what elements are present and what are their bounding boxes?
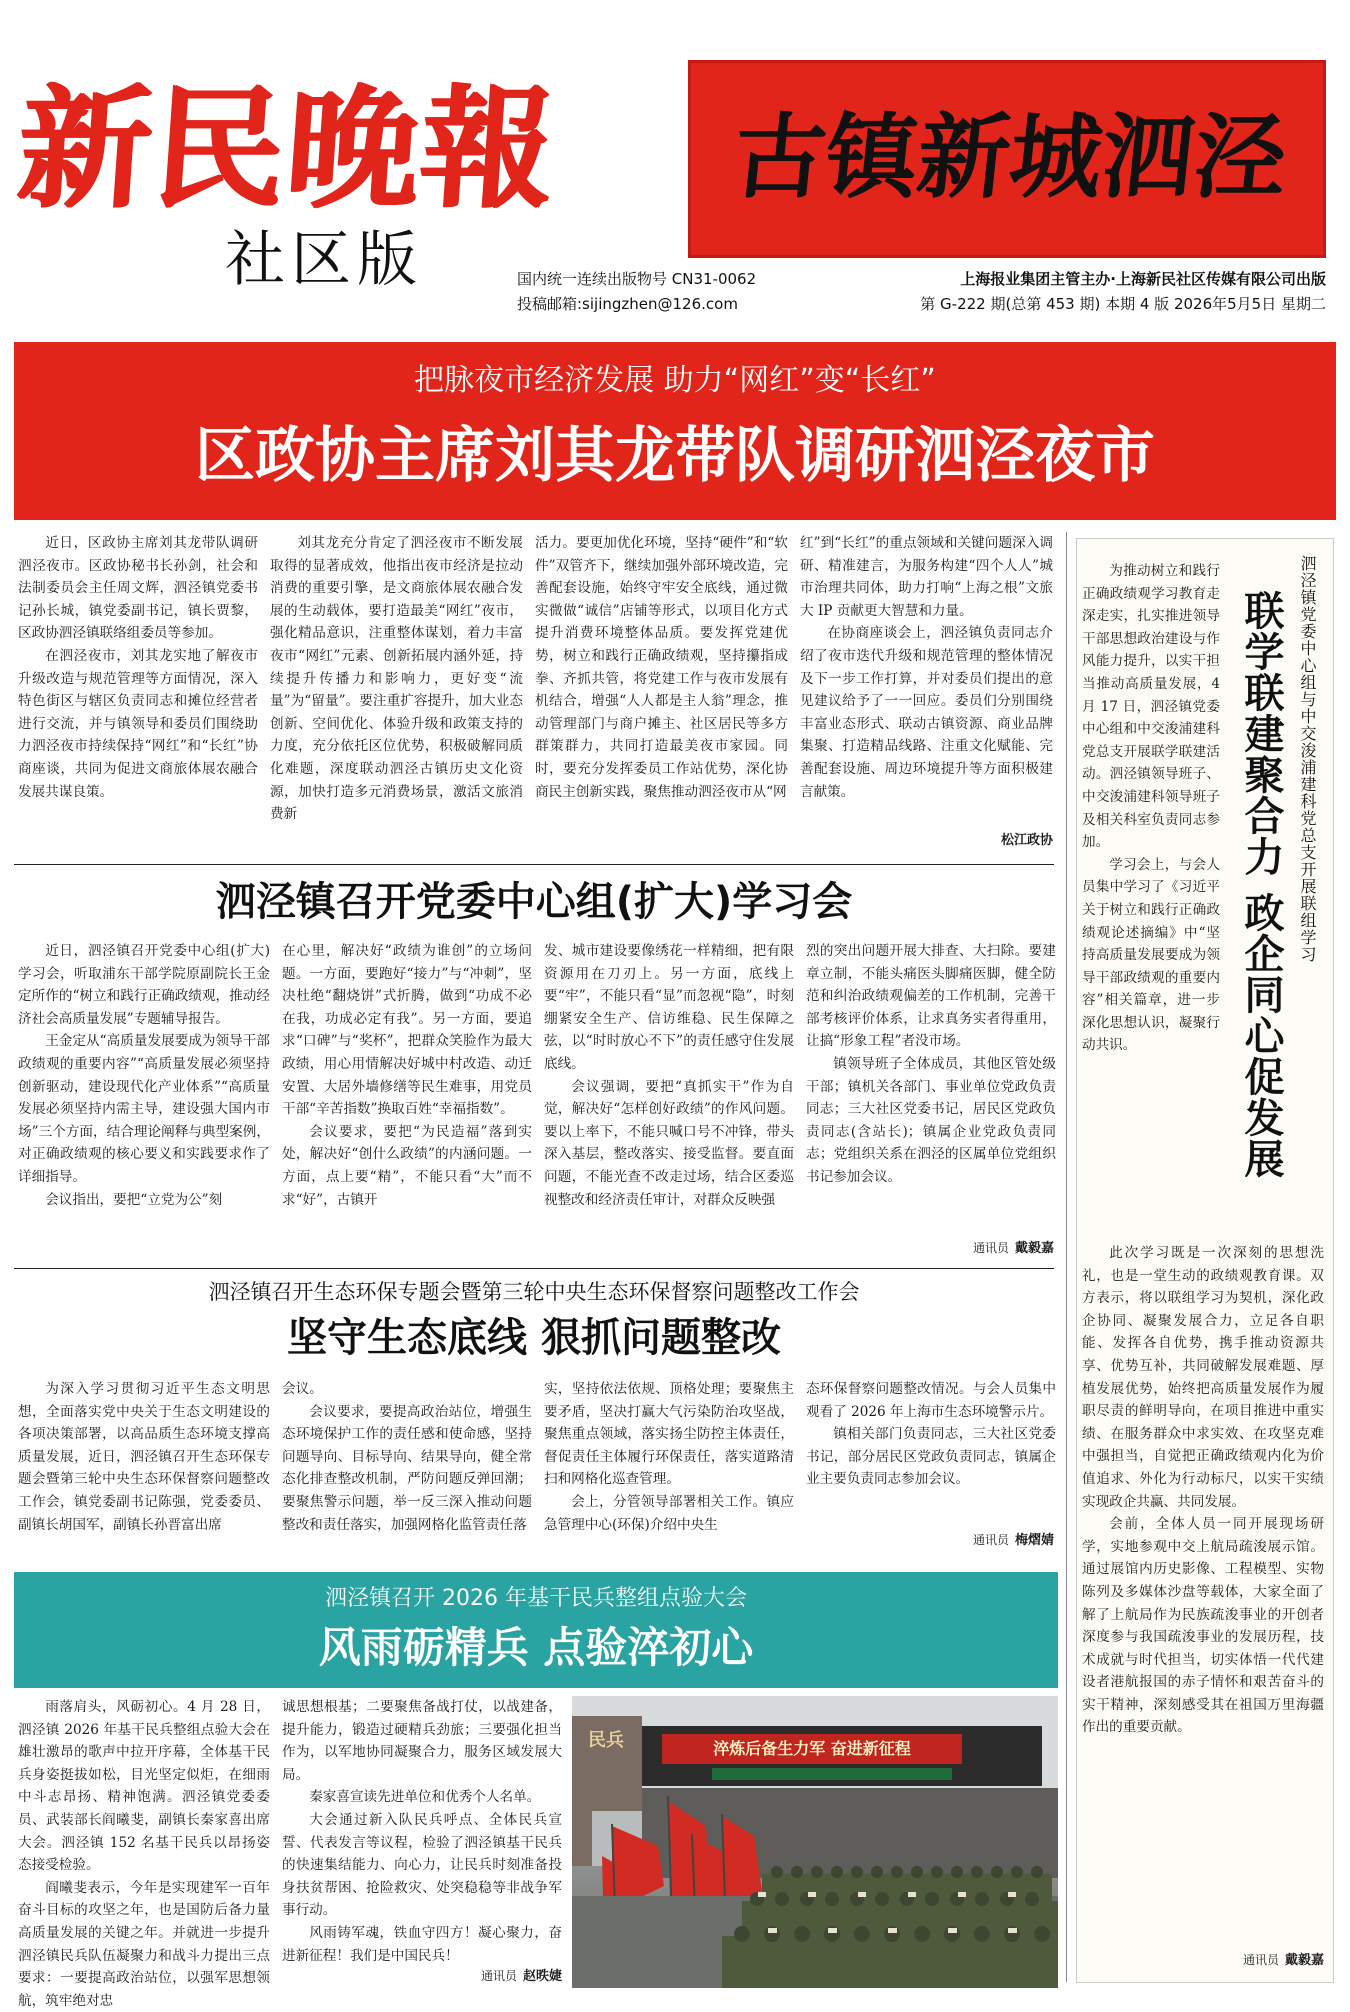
study-column-1 <box>18 940 270 1258</box>
study-column-4 <box>806 940 1056 1224</box>
article-paragraph: 王金定从“高质量发展要成为领导干部政绩观的重要内容”“高质量发展必须坚持创新驱动，建设现代化产业体系”“高质量发展必须坚持内需主导，建设强大国内市场”三个方面，结合理论阐释与典型案例，对正确政绩观的核心要义和实践要求作了详细指导。 <box>18 1033 270 1185</box>
article-paragraph: 学习会上，与会人员集中学习了《习近平关于树立和践行正确政绩观论述摘编》中“坚持高质量发展要成为领导干部政绩观的重要内容”相关篇章，进一步深化思想认识，凝聚行动共识。 <box>1082 856 1220 1054</box>
section-title: 古镇新城泗泾 <box>728 103 1292 211</box>
article-paragraph: 大会通过新入队民兵呼点、全体民兵宣誓、代表发言等议程，检验了泗泾镇基干民兵的快速集结能力、向心力，让民兵时刻准备投身扶贫帮困、抢险救灾、处突稳稳等非战争军事行动。 <box>282 1811 562 1919</box>
militia-column-2 <box>282 1696 562 1962</box>
article-paragraph: 雨落肩头，风砺初心。4 月 28 日，泗泾镇 2026 年基干民兵整组点验大会在雄壮激昂的歌声中拉开序幕，全体基干民兵身姿挺拔如松，目光坚定似炬，在细雨中斗志昂扬、精神饱满。泗泾镇党委委员、武装部长阎曦斐，副镇长秦家喜出席大会。泗泾镇 152 名基干民兵以昂扬姿态接受检验。 <box>18 1699 270 1874</box>
militia-photo <box>572 1696 1058 1988</box>
publication-number: 国内统一连续出版物号 CN31-0062 <box>517 270 757 288</box>
eco-column-2 <box>282 1378 532 1560</box>
photo-sign-text: 民兵 <box>588 1730 624 1751</box>
eco-kicker: 泗泾镇召开生态环保专题会暨第三轮中央生态环保督察问题整改工作会 <box>208 1280 860 1304</box>
study-byline <box>880 1238 1054 1258</box>
sidebar-lead-column <box>1082 560 1220 1242</box>
militia-byline <box>390 1966 562 1986</box>
article-paragraph: 会议要求，要提高政治站位，增强生态环境保护工作的责任感和使命感，坚持问题导向、目标导向、结果导向，健全常态化排查整改机制，严防问题反弹回潮；要聚焦警示问题，举一反三深入推动问题整改和责任落实，加强网格化监管责任落 <box>282 1403 532 1533</box>
article-paragraph: 会议强调，要把“真抓实干”作为自觉，解决好“怎样创好政绩”的作风问题。要以上率下，不能只喊口号不冲锋，带头深入基层，整改落实、接受监督。要直面问题，不能光查不改走过场，结合区委巡视整改和经济责任审计，对群众反映强 <box>544 1078 794 1208</box>
byline-label: 通讯员 <box>972 1533 1009 1547</box>
sidebar-headline: 联学联建聚合力 政企同心促发展 <box>1238 590 1285 1179</box>
militia-headline: 风雨砺精兵 点验淬初心 <box>318 1623 754 1672</box>
article-paragraph: 镇相关部门负责同志，三大社区党委书记，部分居民区党政负责同志，镇属企业主要负责同志参加会议。 <box>806 1426 1056 1488</box>
sidebar-divider <box>1066 532 1067 1982</box>
study-column-2 <box>282 940 532 1258</box>
article-paragraph: 此次学习既是一次深刻的思想洗礼，也是一堂生动的政绩观教育课。双方表示，将以联组学习为契机，深化政企协同、凝聚发展合力，立足各自职能、发挥各自优势，携手推动资源共享、优势互补，共同破解发展难题、厚植发展优势，始终把高质量发展作为履职尽责的鲜明导向，在项目推进中重实绩、在服务群众中求实效、在攻坚克难中强担当，自觉把正确政绩观内化为价值追求、外化为行动标尺，以实干实绩实现政企共赢、共同发展。 <box>1082 1245 1324 1510</box>
byline-name: 松江政协 <box>1000 833 1053 848</box>
article-paragraph: 态环保督察问题整改情况。与会人员集中观看了 2026 年上海市生态环境警示片。 <box>806 1381 1056 1420</box>
eco-column-1 <box>18 1378 270 1560</box>
lead-column-1 <box>18 532 258 850</box>
article-paragraph: 近日，区政协主席刘其龙带队调研泗泾夜市。区政协秘书长孙剑，社会和法制委员会主任周文辉，泗泾镇党委书记孙长城，镇党委副书记，镇长贾黎，区政协泗泾镇联络组委员等参加。 <box>18 535 258 642</box>
article-paragraph: 会议指出，要把“立党为公”刻 <box>45 1191 223 1208</box>
photo-banner-text: 淬炼后备生力军 奋进新征程 <box>713 1739 911 1758</box>
article-paragraph: 会上，分管领导部署相关工作。镇应急管理中心(环保)介绍中央生 <box>544 1493 794 1533</box>
byline-label: 通讯员 <box>480 1969 517 1983</box>
lead-kicker: 把脉夜市经济发展 助力“网红”变“长红” <box>414 363 936 398</box>
article-paragraph: 近日，泗泾镇召开党委中心组(扩大)学习会，听取浦东干部学院原副院长王金定所作的“树立和践行正确政绩观，推动经济社会高质量发展”专题辅导报告。 <box>18 943 270 1027</box>
study-headline: 泗泾镇召开党委中心组(扩大)学习会 <box>215 879 853 925</box>
publisher-line: 上海报业集团主管主办·上海新民社区传媒有限公司出版 <box>960 270 1326 288</box>
article-paragraph: 会前，全体人员一同开展现场研学，实地参观中交上航局疏浚展示馆。通过展馆内历史影像、工程模型、实物陈列及多媒体沙盘等载体，大家全面了解了上航局作为民族疏浚事业的开创者深度参与我国疏浚事业的发展历程，技术成就与时代担当，切实体悟一代代建设者港航报国的赤子情怀和艰苦奋斗的实干精神，深刻感受其在祖国万里海疆作出的重要贡献。 <box>1082 1516 1324 1736</box>
byline-name: 戴毅嘉 <box>1014 1241 1054 1256</box>
eco-column-3 <box>544 1378 794 1560</box>
lead-headline: 区政协主席刘其龙带队调研泗泾夜市 <box>195 421 1155 491</box>
article-paragraph: 刘其龙充分肯定了泗泾夜市不断发展取得的显著成效，他指出夜市经济是拉动消费的重要引擎，是文商旅体展农融合发展的生动载体，要打造最美“网红”夜市，强化精品意识，注重整体谋划，着力丰富夜市“网红”元素、创新拓展内涵外延，持续提升传播力和影响力，更好变“流量”为“留量”。要注重扩容提升，加大业态创新、空间优化、体验升级和政策支持的力度，充分依托区位优势，积极破解同质化难题，深度联动泗泾古镇历史文化资源，加快打造多元消费场景，激活文旅消费新 <box>270 535 523 823</box>
article-paragraph: 为深入学习贯彻习近平生态文明思想，全面落实党中央关于生态文明建设的各项决策部署，以高品质生态环境支撑高质量发展，近日，泗泾镇召开生态环保专题会暨第三轮中央生态环保督察问题整改工作会，镇党委副书记陈强，党委委员、副镇长胡国军，副镇长孙晋富出席 <box>18 1381 270 1533</box>
article-paragraph: 在协商座谈会上，泗泾镇负责同志介绍了夜市迭代升级和规范管理的整体情况及下一步工作打算，并对委员们提出的意见建议给予了一一回应。委员们分别围绕丰富业态形式、联动古镇资源、商业品牌集聚、打造精品线路、注重文化赋能、完善配套设施、周边环境提升等方面积极建言献策。 <box>800 625 1053 800</box>
eco-column-4 <box>806 1378 1056 1518</box>
byline-name: 戴毅嘉 <box>1284 1953 1324 1968</box>
lead-column-2 <box>270 532 523 850</box>
study-column-3 <box>544 940 794 1258</box>
issue-date-line: 第 G-222 期(总第 453 期) 本期 4 版 2026年5月5日 星期二 <box>920 295 1326 313</box>
byline-label: 通讯员 <box>1242 1953 1279 1967</box>
section-divider <box>14 864 1054 865</box>
article-paragraph: 会议要求，要把“为民造福”落到实处，解决好“创什么政绩”的内涵问题。一方面，点上要“精”，不能只看“大”而不求“好”，古镇开 <box>282 1123 532 1208</box>
article-paragraph: 阎曦斐表示，今年是实现建军一百年奋斗目标的攻坚之年，也是国防后备力量高质量发展的关键之年。并就进一步提升泗泾镇民兵队伍凝聚力和战斗力提出三点要求：一要提高政治站位，以强军思想领航，筑牢绝对忠 <box>18 1879 270 2009</box>
militia-column-1 <box>18 1696 270 2009</box>
article-paragraph: 在心里，解决好“政绩为谁创”的立场问题。一方面，要跑好“接力”与“冲刺”，坚决杜绝“翻烧饼”式折腾，做到“功成不必在我，功成必定有我”。另一方面，要追求“口碑”与“奖杯”，把群众笑脸作为最大政绩，用心用情解决好城中村改造、动迁安置、大居外墙修缮等民生难事，用党员干部“辛苦指数”换取百姓“幸福指数”。 <box>282 943 532 1118</box>
article-paragraph: 会议。 <box>282 1381 323 1397</box>
lead-column-4 <box>800 532 1053 832</box>
newspaper-logo: 新民晚報 <box>13 72 561 227</box>
article-paragraph: 风雨铸军魂，铁血守四方！凝心聚力，奋进新征程！我们是中国民兵！ <box>282 1924 562 1964</box>
article-paragraph: 秦家喜宣读先进单位和优秀个人名单。 <box>309 1789 541 1806</box>
eco-byline <box>880 1530 1054 1550</box>
sidebar-kicker: 泗泾镇党委中心组与中交浚浦建科党总支开展联组学习 <box>1298 555 1317 963</box>
section-divider <box>14 1268 1054 1269</box>
edition-label: 社区版 <box>225 225 423 295</box>
article-paragraph: 实，坚持依法依规、顶格处理；要聚焦主要矛盾，坚决打赢大气污染防治攻坚战，聚焦重点领域，落实扬尘防控主体责任，督促责任主体履行环保责任，落实道路清扫和网格化巡查管理。 <box>544 1381 794 1488</box>
article-paragraph: 红”到“长红”的重点领域和关键问题深入调研、精准建言，为服务构建“四个人人”城市治理共同体，助力打响“上海之根”文旅大 IP 贡献更大智慧和力量。 <box>800 535 1053 619</box>
masthead <box>0 0 1350 330</box>
article-paragraph: 在泗泾夜市，刘其龙实地了解夜市升级改造与规范管理等方面情况，深入特色街区与辖区负责同志和摊位经营者进行交流，并与镇领导和委员们围绕助力泗泾夜市持续保持“网红”和“长红”协商座谈，共同为促进文商旅体展农融合发展共谋良策。 <box>18 647 258 800</box>
article-paragraph: 烈的突出问题开展大排查、大扫除。要建章立制，不能头痛医头脚痛医脚，健全防范和纠治政绩观偏差的工作机制，完善干部考核评价体系，让求真务实者得重用，让搞“形象工程”者没市场。 <box>806 943 1056 1050</box>
article-paragraph: 镇领导班子全体成员，其他区管处级干部；镇机关各部门、事业单位党政负责同志；三大社区党委书记，居民区党政负责同志(含站长)；镇属企业党政负责同志；党组织关系在泗泾的区属单位党组织书记参加会议。 <box>806 1055 1056 1185</box>
sidebar-body-column <box>1082 1242 1324 1942</box>
eco-headline: 坚守生态底线 狠抓问题整改 <box>287 1315 781 1361</box>
militia-kicker: 泗泾镇召开 2026 年基干民兵整组点验大会 <box>325 1586 747 1611</box>
sidebar-byline <box>1160 1950 1324 1970</box>
lead-column-3 <box>535 532 788 850</box>
article-paragraph: 活力。要更加优化环境，坚持“硬件”和“软件”双管齐下，继续加强外部环境改造，完善配套设施，始终守牢安全底线，通过微实微做“诚信”店铺等形式，以项目化方式提升消费环境整体品质。要发挥党建优势，树立和践行正确政绩观，坚持攥指成拳、齐抓共管，将党建工作与夜市发展有机结合，增强“人人都是主人翁”理念，推动管理部门与商户摊主、社区居民等多方群策群力，共同打造最美夜市家园。同时，要充分发挥委员工作站优势，深化协商民主创新实践，聚焦推动泗泾夜市从“网 <box>535 535 788 800</box>
article-paragraph: 发、城市建设要像绣花一样精细，把有限资源用在刀刃上。另一方面，底线上要“牢”，不能只看“显”而忽视“隐”，时刻绷紧安全生产、信访维稳、民生保障之弦，以“时时放心不下”的责任感守住发展底线。 <box>544 943 794 1072</box>
byline-name: 赵昳婕 <box>522 1969 562 1984</box>
byline-name: 梅熠婧 <box>1014 1533 1054 1548</box>
article-paragraph: 为推动树立和践行正确政绩观学习教育走深走实，扎实推进领导干部思想政治建设与作风能力提升，以实干担当推动高质量发展，4 月 17 日，泗泾镇党委中心组和中交浚浦建科党总支开展联学联建活动。泗泾镇领导班子、中交浚浦建科领导班子及相关科室负责同志参加。 <box>1082 563 1220 851</box>
contact-email: 投稿邮箱:sijingzhen@126.com <box>517 295 738 313</box>
lead-byline <box>900 830 1053 850</box>
byline-label: 通讯员 <box>972 1241 1009 1255</box>
article-paragraph: 诚思想根基；二要聚焦备战打仗，以战建备，提升能力，锻造过硬精兵劲旅；三要强化担当作为，以军地协同凝聚合力，服务区域发展大局。 <box>282 1699 562 1783</box>
